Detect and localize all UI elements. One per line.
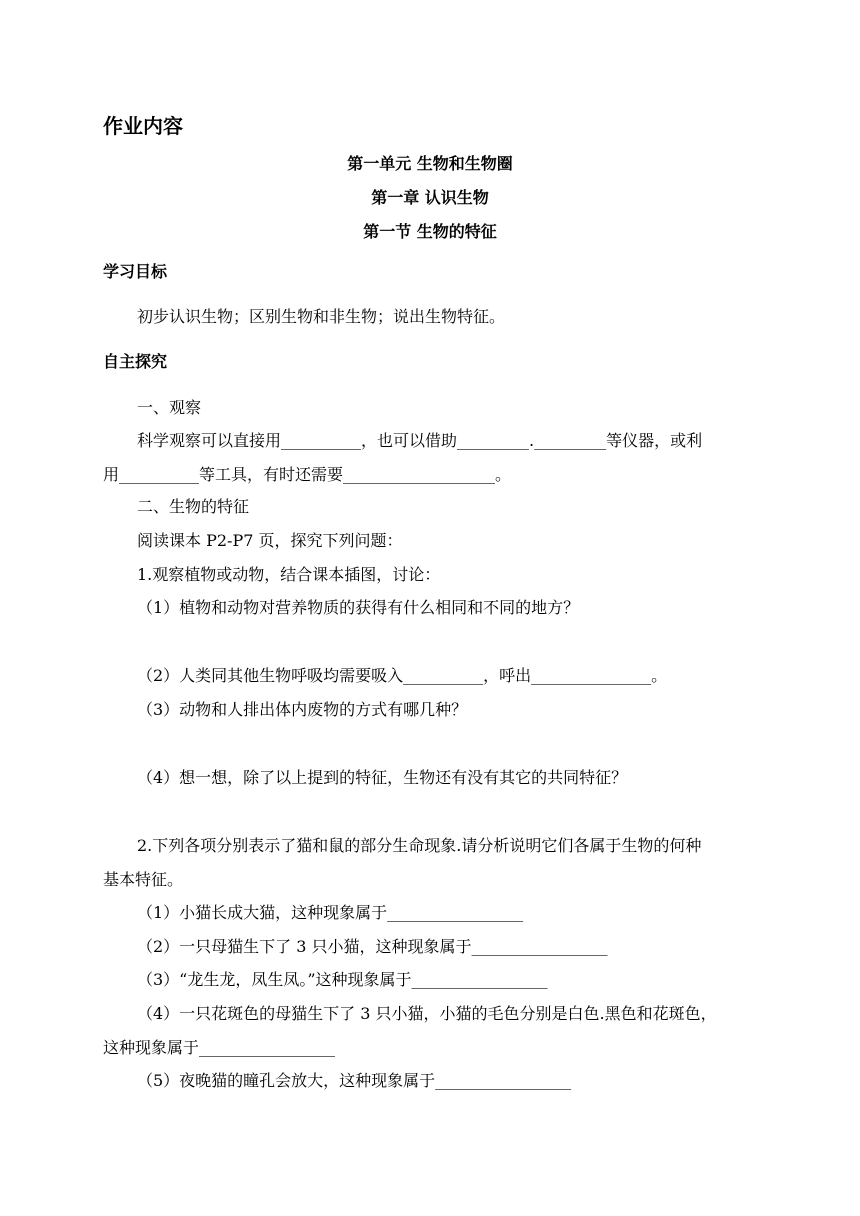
part1-line2: 用__________等工具，有时还需要___________________。 [103,465,512,484]
question1-intro: 1.观察植物或动物，结合课本插图，讨论： [137,565,441,584]
goal-text: 初步认识生物；区别生物和非生物；说出生物特征。 [137,307,506,326]
goal-heading: 学习目标 [103,262,168,281]
question2-line2: 基本特征。 [103,870,184,889]
part2-title: 二、生物的特征 [137,497,250,516]
question2-item2: （2）一只母猫生下了 3 只小猫，这种现象属于_________________ [137,937,608,956]
explore-heading: 自主探究 [103,352,168,371]
question1-item1: （1）植物和动物对营养物质的获得有什么相同和不同的地方？ [137,598,580,617]
question2-line1: 2.下列各项分别表示了猫和鼠的部分生命现象.请分析说明它们各属于生物的何种 [137,836,702,855]
question1-item3: （3）动物和人排出体内废物的方式有哪几种？ [137,700,468,719]
unit-title: 第一单元 生物和生物圈 [347,154,513,173]
question2-item4-line1: （4）一只花斑色的母猫生下了 3 只小猫，小猫的毛色分别是白色.黑色和花斑色， [137,1004,717,1023]
question1-item2: （2）人类同其他生物呼吸均需要吸入__________，呼出_______________。 [137,666,668,685]
page-heading: 作业内容 [103,114,183,138]
question2-item4-line2: 这种现象属于_________________ [103,1038,336,1057]
read-instruction: 阅读课本 P2-P7 页，探究下列问题： [137,531,403,550]
question2-item3: （3）“龙生龙，凤生凤。”这种现象属于_________________ [137,970,548,989]
part1-title: 一、观察 [137,398,202,417]
section-title: 第一节 生物的特征 [363,222,497,241]
question2-item1: （1）小猫长成大猫，这种现象属于_________________ [137,903,524,922]
question1-item4: （4）想一想，除了以上提到的特征，生物还有没有其它的共同特征？ [137,768,628,787]
part1-line1: 科学观察可以直接用__________，也可以借助_________._________等仪器，或利 [137,431,703,450]
chapter-title: 第一章 认识生物 [371,188,489,207]
question2-item5: （5）夜晚猫的瞳孔会放大，这种现象属于_________________ [137,1071,572,1090]
